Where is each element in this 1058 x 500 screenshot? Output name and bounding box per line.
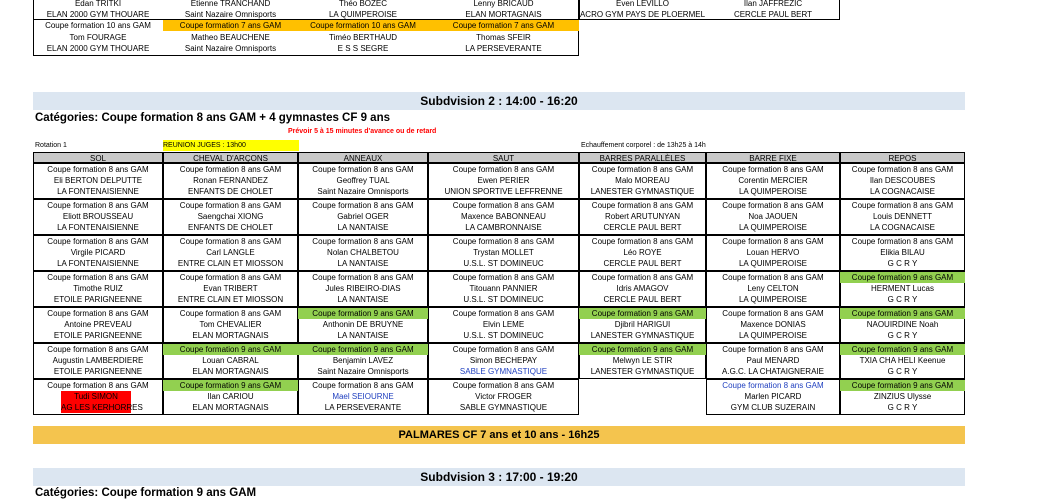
- category-cell: Coupe formation 8 ans GAM: [722, 201, 824, 210]
- gymnast-name: HERMENT Lucas: [871, 284, 934, 293]
- gymnast-name: Louan CABRAL: [202, 356, 259, 365]
- top-cell: Matheo BEAUCHENE: [191, 33, 270, 42]
- gymnast-name: Mael SEIOURNE: [332, 392, 394, 401]
- gymnast-name: Trystan MOLLET: [473, 248, 534, 257]
- gymnast-name: Corentin MERCIER: [738, 176, 808, 185]
- gymnast-name: Eliott BROUSSEAU: [62, 212, 134, 221]
- category-cell: Coupe formation 9 ans GAM: [298, 344, 428, 355]
- subdivision-2-categories: Catégories: Coupe formation 8 ans GAM + 4 gymnastes CF 9 ans: [35, 112, 390, 124]
- club-name: Saint Nazaire Omnisports: [317, 367, 409, 376]
- gymnast-name: Tom CHEVALIER: [199, 320, 262, 329]
- top-cell: Saint Nazaire Omnisports: [184, 44, 277, 53]
- club-name: LA FONTENAISIENNE: [57, 223, 139, 232]
- category-cell: Coupe formation 8 ans GAM: [47, 309, 149, 318]
- timing-notice: Prévoir 5 à 15 minutes d'avance ou de retard: [288, 128, 437, 135]
- club-name: AG LES KERHORRES: [61, 403, 143, 412]
- top-cell: E S S SEGRE: [337, 44, 389, 53]
- gymnast-name: Marlen PICARD: [744, 392, 802, 401]
- category-cell: Coupe formation 9 ans GAM: [163, 380, 298, 391]
- gymnast-name: Eli BERTON DELPUTTE: [53, 176, 143, 185]
- gymnast-name: Ilan DESCOUBES: [869, 176, 936, 185]
- club-name: ELAN MORTAGNAIS: [192, 403, 269, 412]
- category-cell: Coupe formation 8 ans GAM: [722, 381, 824, 390]
- category-cell: Coupe formation 8 ans GAM: [591, 237, 694, 246]
- gymnast-name: Simon BECHEPAY: [469, 356, 538, 365]
- gymnast-name: Robert ARUTUNYAN: [605, 212, 680, 221]
- club-name: LA COGNACAISE: [870, 223, 935, 232]
- subdivision-3-categories: Catégories: Coupe formation 9 ans GAM: [35, 487, 257, 499]
- category-cell: Coupe formation 8 ans GAM: [722, 165, 824, 174]
- column-header: CHEVAL D'ARÇONS: [163, 152, 298, 163]
- category-cell: Coupe formation 8 ans GAM: [452, 309, 555, 318]
- gymnast-name: Augustin LAMBERDIERE: [52, 356, 144, 365]
- column-header: REPOS: [840, 152, 965, 163]
- top-cell: Coupe formation 7 ans GAM: [163, 20, 298, 31]
- category-cell: Coupe formation 8 ans GAM: [591, 273, 694, 282]
- club-name: ENTRE CLAIN ET MIOSSON: [177, 295, 284, 304]
- gymnast-name: Saengchai XIONG: [197, 212, 264, 221]
- top-cell: Théo BOZEC: [338, 0, 387, 8]
- category-cell: Coupe formation 9 ans GAM: [840, 272, 965, 283]
- club-name: LA NANTAISE: [337, 331, 389, 340]
- gymnast-name: Djibril HARIGUI: [614, 320, 671, 329]
- club-name: LANESTER GYMNASTIQUE: [590, 187, 695, 196]
- category-cell: Coupe formation 8 ans GAM: [179, 309, 282, 318]
- gymnast-name: Louis DENNETT: [872, 212, 933, 221]
- subdivision-2-title: Subdvision 2 : 14:00 - 16:20: [33, 92, 965, 110]
- category-cell: Coupe formation 8 ans GAM: [47, 273, 149, 282]
- club-name: GYM CLUB SUZERAIN: [730, 403, 816, 412]
- gymnast-name: Maxence DONIAS: [740, 320, 806, 329]
- club-name: LA QUIMPEROISE: [738, 187, 808, 196]
- top-cell: ACRO GYM PAYS DE PLOERMEL: [579, 10, 706, 19]
- category-cell: Coupe formation 9 ans GAM: [840, 344, 965, 355]
- category-cell: Coupe formation 8 ans GAM: [312, 273, 414, 282]
- palmares-banner: PALMARES CF 7 ans et 10 ans - 16h25: [33, 426, 965, 444]
- club-name: ELAN MORTAGNAIS: [192, 367, 269, 376]
- club-name: LA CAMBRONNAISE: [465, 223, 542, 232]
- gymnast-name: Jules RIBEIRO-DIAS: [325, 284, 401, 293]
- category-cell: Coupe formation 8 ans GAM: [47, 345, 149, 354]
- category-cell: Coupe formation 8 ans GAM: [591, 165, 694, 174]
- category-cell: Coupe formation 8 ans GAM: [452, 201, 555, 210]
- top-cell: Lenny BRICAUD: [473, 0, 534, 8]
- category-cell: Coupe formation 8 ans GAM: [312, 165, 414, 174]
- top-cell: Ilan JAFFREZIC: [743, 0, 803, 8]
- category-cell: Coupe formation 8 ans GAM: [179, 273, 282, 282]
- club-name: CERCLE PAUL BERT: [603, 295, 682, 304]
- club-name: G C R Y: [887, 367, 918, 376]
- judges-meeting: REUNION JUGES : 13h00: [163, 140, 299, 151]
- gymnast-name: Elikia BILAU: [880, 248, 925, 257]
- category-cell: Coupe formation 8 ans GAM: [452, 345, 555, 354]
- category-cell: Coupe formation 8 ans GAM: [47, 165, 149, 174]
- category-cell: Coupe formation 8 ans GAM: [591, 201, 694, 210]
- column-header: SAUT: [428, 152, 579, 163]
- club-name: LA PERSEVERANTE: [324, 403, 402, 412]
- club-name: LANESTER GYMNASTIQUE: [590, 331, 695, 340]
- column-header: BARRES PARALLÈLES: [579, 152, 706, 163]
- gymnast-name: Antoine PREVEAU: [64, 320, 132, 329]
- category-cell: Coupe formation 8 ans GAM: [851, 165, 954, 174]
- top-cell: ELAN 2000 GYM THOUARE: [46, 10, 150, 19]
- gymnast-name: Paul MENARD: [746, 356, 800, 365]
- club-name: ENTRE CLAIN ET MIOSSON: [177, 259, 284, 268]
- club-name: ELAN MORTAGNAIS: [192, 331, 269, 340]
- top-cell: LA PERSEVERANTE: [465, 44, 542, 53]
- gymnast-name: Titouann PANNIER: [469, 284, 538, 293]
- gymnast-name: Evan TRIBERT: [203, 284, 258, 293]
- club-name: G C R Y: [887, 331, 918, 340]
- gymnast-name: Malo MOREAU: [615, 176, 670, 185]
- club-name: G C R Y: [887, 403, 918, 412]
- top-cell: Coupe formation 10 ans GAM: [298, 20, 428, 31]
- gymnast-name: Ewen PERIER: [477, 176, 530, 185]
- club-name: ETOILE PARIGNEENNE: [53, 367, 143, 376]
- category-cell: Coupe formation 9 ans GAM: [163, 344, 298, 355]
- gymnast-name: Maxence BABONNEAU: [461, 212, 546, 221]
- gymnast-name: Gabriel OGER: [337, 212, 389, 221]
- gymnast-name: Timothe RUIZ: [73, 284, 123, 293]
- category-cell: Coupe formation 8 ans GAM: [851, 237, 954, 246]
- top-cell: Coupe formation 7 ans GAM: [428, 20, 579, 31]
- column-header: ANNEAUX: [298, 152, 428, 163]
- club-name: LA NANTAISE: [337, 295, 389, 304]
- category-cell: Coupe formation 8 ans GAM: [47, 381, 149, 390]
- club-name: LA QUIMPEROISE: [738, 223, 808, 232]
- club-name: A.G.C. LA CHATAIGNERAIE: [722, 367, 824, 376]
- club-name: LA NANTAISE: [337, 259, 389, 268]
- category-cell: Coupe formation 9 ans GAM: [579, 344, 706, 355]
- gymnast-name: Tudi SIMON: [61, 391, 131, 402]
- top-cell: LA QUIMPEROISE: [328, 10, 398, 19]
- club-name: LA QUIMPEROISE: [738, 259, 808, 268]
- club-name: G C R Y: [887, 259, 918, 268]
- club-name: ENFANTS DE CHOLET: [188, 187, 273, 196]
- category-cell: Coupe formation 8 ans GAM: [179, 165, 282, 174]
- club-name: CERCLE PAUL BERT: [603, 259, 682, 268]
- gymnast-name: Melwyn LE STIR: [612, 356, 673, 365]
- club-name: LA FONTENAISIENNE: [57, 259, 139, 268]
- top-cell: CERCLE PAUL BERT: [733, 10, 813, 19]
- gymnast-name: Louan HERVO: [746, 248, 800, 257]
- club-name: ETOILE PARIGNEENNE: [53, 295, 143, 304]
- top-cell: Etienne TRANCHAND: [190, 0, 271, 8]
- category-cell: Coupe formation 9 ans GAM: [840, 380, 965, 391]
- club-name: LA COGNACAISE: [870, 187, 935, 196]
- top-cell: Even LEVILLO: [616, 0, 669, 8]
- club-name: LA QUIMPEROISE: [738, 331, 808, 340]
- category-cell: Coupe formation 8 ans GAM: [722, 309, 824, 318]
- gymnast-name: Ilan CARIOU: [207, 392, 254, 401]
- gymnast-name: Virgile PICARD: [70, 248, 126, 257]
- club-name: UNION SPORTIVE LEFFRENNE: [444, 187, 563, 196]
- club-name: Saint Nazaire Omnisports: [317, 187, 409, 196]
- gymnast-name: TXIA CHA HELI Keenue: [859, 356, 946, 365]
- category-cell: Coupe formation 8 ans GAM: [312, 237, 414, 246]
- club-name: SABLE GYMNASTIQUE: [459, 367, 548, 376]
- gymnast-name: Anthonin DE BRUYNE: [322, 320, 404, 329]
- category-cell: Coupe formation 8 ans GAM: [312, 201, 414, 210]
- rotation-label: Rotation 1: [35, 142, 67, 149]
- category-cell: Coupe formation 8 ans GAM: [851, 201, 954, 210]
- subdivision-3-title: Subdvision 3 : 17:00 - 19:20: [33, 468, 965, 486]
- gymnast-name: Carl LANGLE: [206, 248, 255, 257]
- gymnast-name: Ronan FERNANDEZ: [193, 176, 268, 185]
- club-name: LANESTER GYMNASTIQUE: [590, 367, 695, 376]
- gymnast-name: Geoffrey TUAL: [336, 176, 390, 185]
- category-cell: Coupe formation 8 ans GAM: [179, 201, 282, 210]
- gymnast-name: Benjamin LAVEZ: [332, 356, 394, 365]
- gymnast-name: Victor FROGER: [475, 392, 532, 401]
- club-name: U.S.L. ST DOMINEUC: [463, 295, 544, 304]
- category-cell: Coupe formation 8 ans GAM: [179, 237, 282, 246]
- gymnast-name: Nolan CHALBETOU: [327, 248, 399, 257]
- category-cell: Coupe formation 8 ans GAM: [47, 237, 149, 246]
- top-cell: ELAN 2000 GYM THOUARE: [46, 44, 150, 53]
- category-cell: Coupe formation 8 ans GAM: [312, 381, 414, 390]
- gymnast-name: ZINZIUS Ulysse: [873, 392, 932, 401]
- gymnast-name: Leny CELTON: [747, 284, 799, 293]
- category-cell: Coupe formation 9 ans GAM: [298, 308, 428, 319]
- gymnast-name: Idris AMAGOV: [616, 284, 669, 293]
- top-cell: Edan TRITKI: [74, 0, 122, 8]
- column-header: SOL: [33, 152, 163, 163]
- gymnast-name: Elvin LEME: [482, 320, 525, 329]
- category-cell: Coupe formation 9 ans GAM: [840, 308, 965, 319]
- category-cell: Coupe formation 8 ans GAM: [722, 273, 824, 282]
- category-cell: Coupe formation 9 ans GAM: [579, 308, 706, 319]
- category-cell: Coupe formation 8 ans GAM: [722, 237, 824, 246]
- top-cell: Tom FOURAGE: [69, 33, 127, 42]
- warmup-info: Echauffement corporel : de 13h25 à 14h: [581, 142, 706, 149]
- top-cell: Thomas SFEIR: [476, 33, 531, 42]
- top-cell: ELAN MORTAGNAIS: [465, 10, 542, 19]
- club-name: SABLE GYMNASTIQUE: [459, 403, 548, 412]
- category-cell: Coupe formation 8 ans GAM: [722, 345, 824, 354]
- top-cell: Coupe formation 10 ans GAM: [45, 21, 151, 30]
- club-name: LA FONTENAISIENNE: [57, 187, 139, 196]
- category-cell: Coupe formation 8 ans GAM: [47, 201, 149, 210]
- club-name: CERCLE PAUL BERT: [603, 223, 682, 232]
- category-cell: Coupe formation 8 ans GAM: [452, 273, 555, 282]
- gymnast-name: NAOUIRDINE Noah: [866, 320, 939, 329]
- gymnast-name: Léo ROYE: [623, 248, 662, 257]
- column-header: BARRE FIXE: [706, 152, 840, 163]
- top-cell: Saint Nazaire Omnisports: [184, 10, 277, 19]
- category-cell: Coupe formation 8 ans GAM: [452, 237, 555, 246]
- club-name: ENFANTS DE CHOLET: [188, 223, 273, 232]
- category-cell: Coupe formation 8 ans GAM: [452, 165, 555, 174]
- top-cell: Timéo BERTHAUD: [328, 33, 397, 42]
- club-name: ETOILE PARIGNEENNE: [53, 331, 143, 340]
- club-name: LA QUIMPEROISE: [738, 295, 808, 304]
- gymnast-name: Noa JAOUEN: [748, 212, 798, 221]
- club-name: U.S.L. ST DOMINEUC: [463, 331, 544, 340]
- club-name: LA NANTAISE: [337, 223, 389, 232]
- club-name: U.S.L. ST DOMINEUC: [463, 259, 544, 268]
- category-cell: Coupe formation 8 ans GAM: [452, 381, 555, 390]
- club-name: G C R Y: [887, 295, 918, 304]
